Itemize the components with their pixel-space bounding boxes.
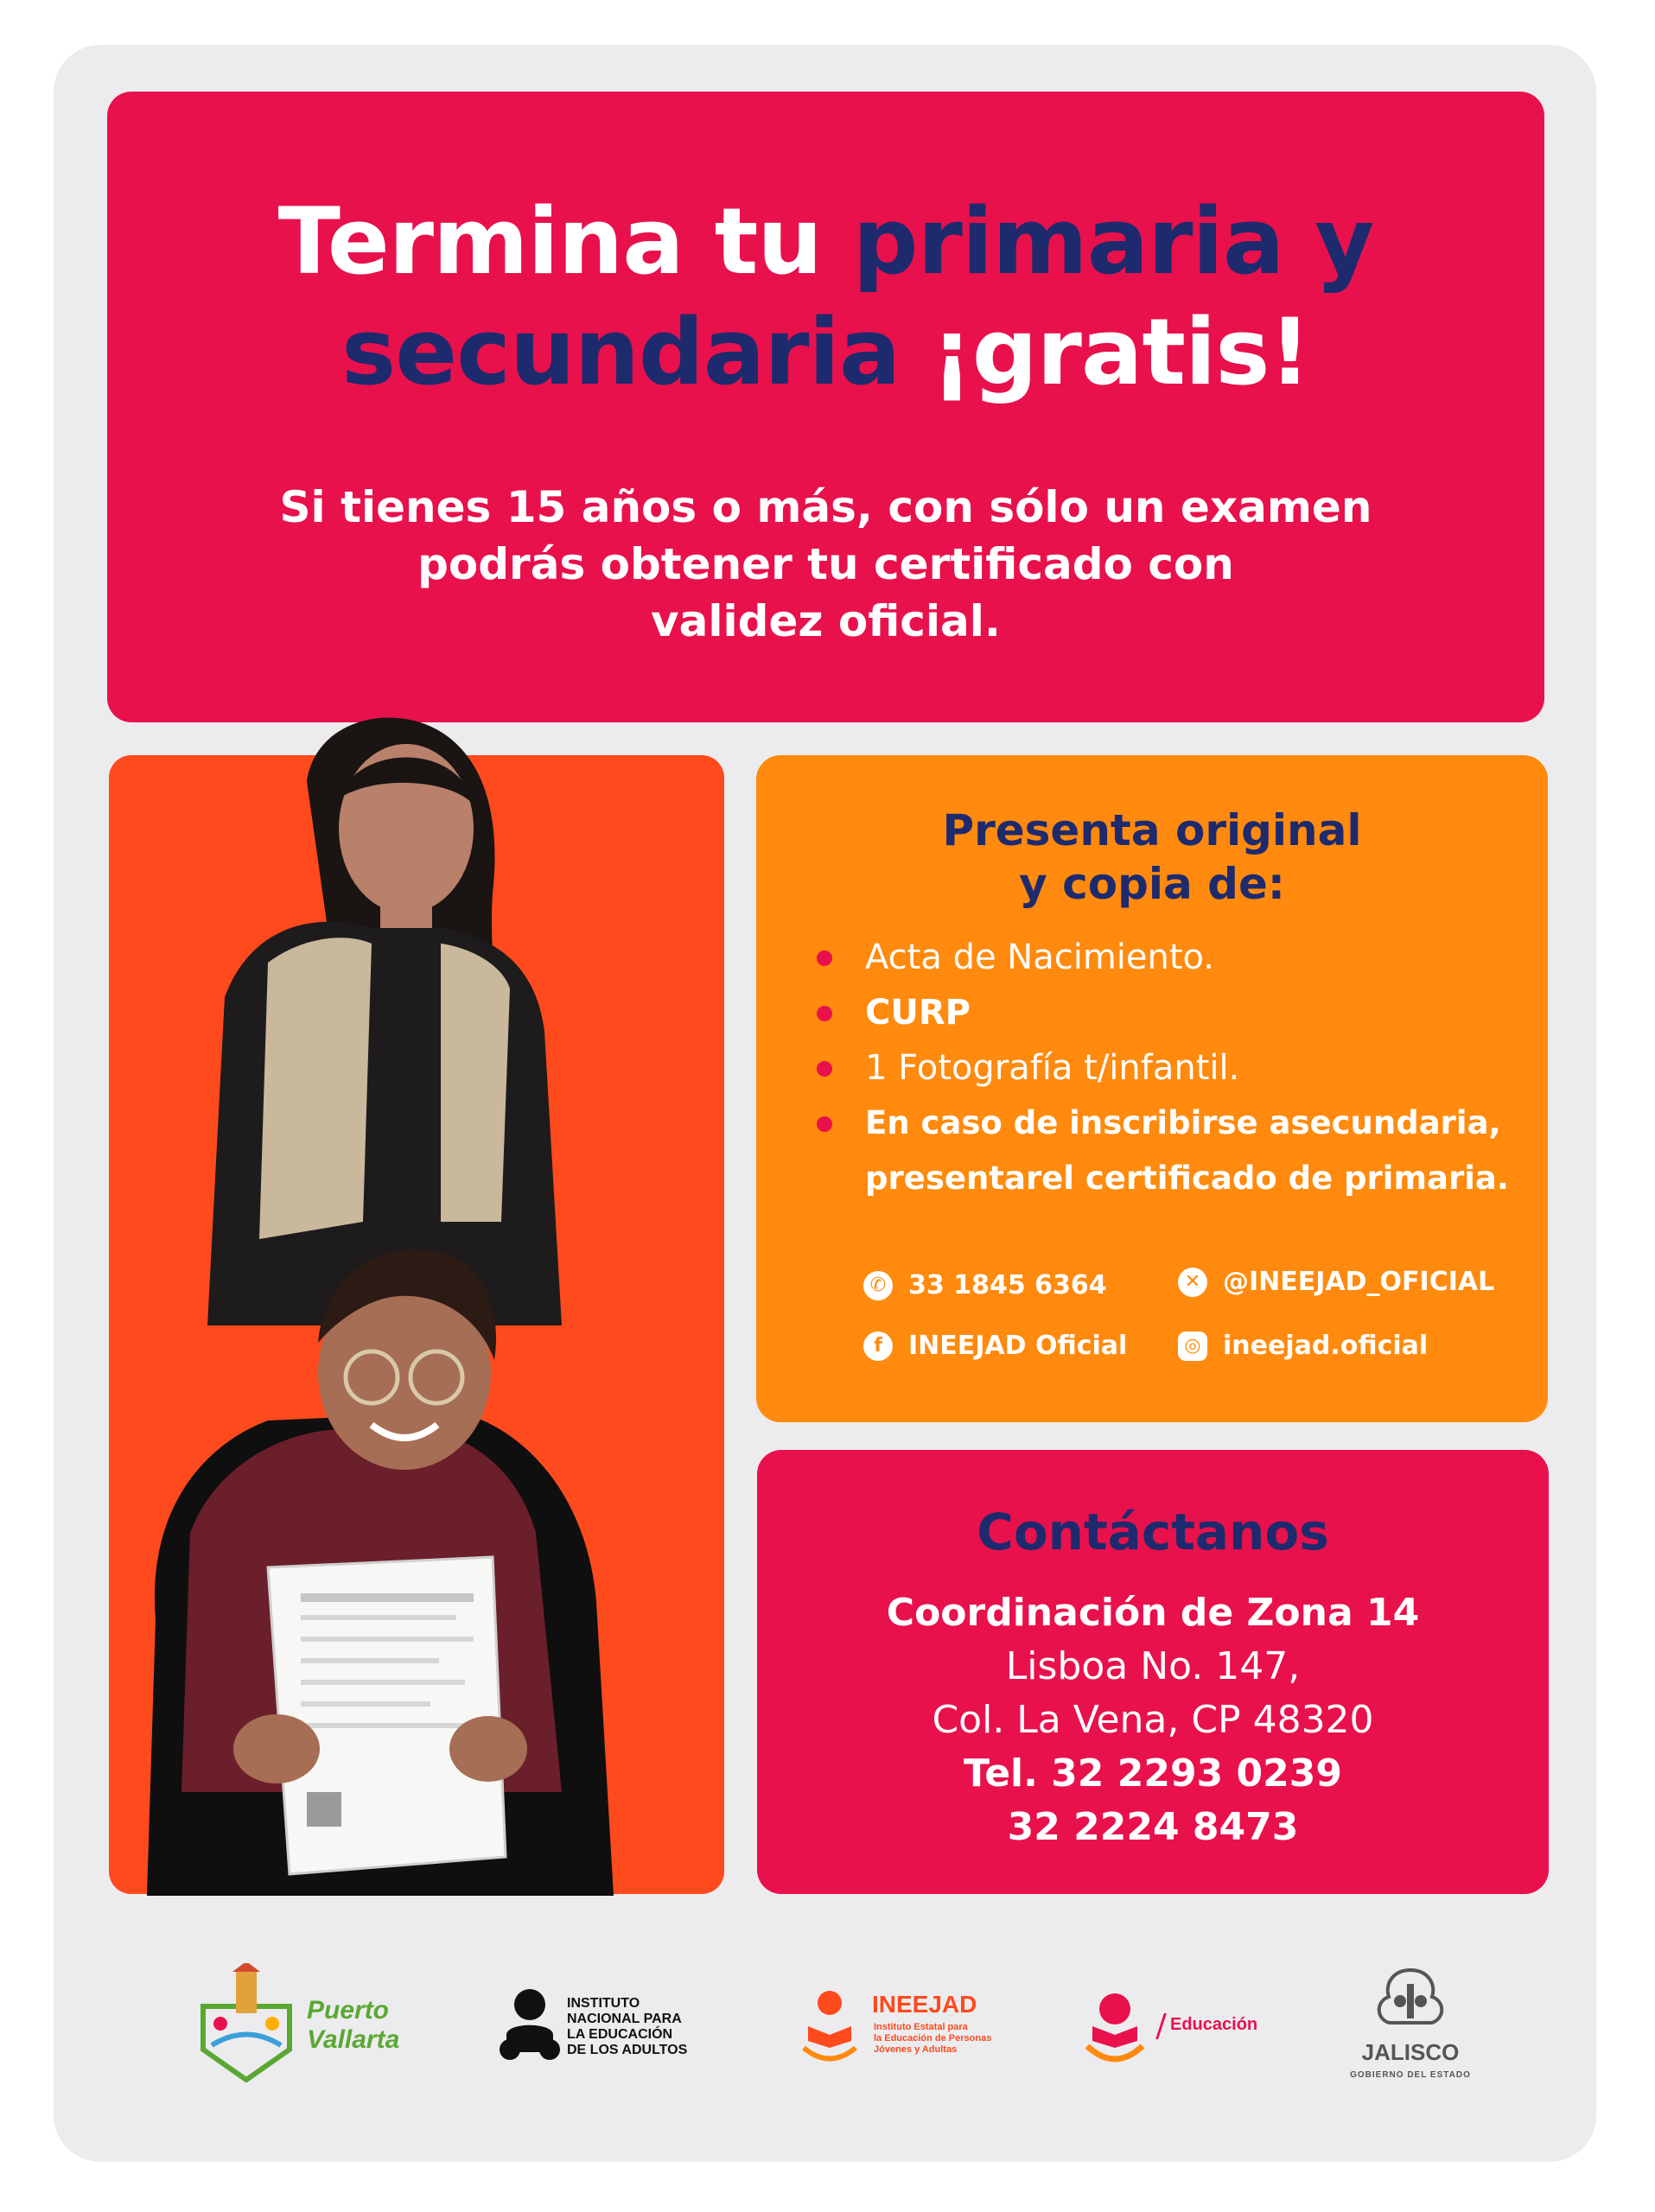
- requirement-text-continued: presentarel certificado de primaria.: [865, 1160, 1509, 1197]
- ineejad-sub-3: Jóvenes y Adultas: [874, 2044, 958, 2055]
- contact-office: Coordinación de Zona 14: [886, 1591, 1420, 1635]
- educacion-divider: [1155, 2013, 1167, 2039]
- requirement-text: CURP: [865, 993, 971, 1033]
- logo-inea: [500, 1987, 724, 2074]
- contact-address-1: Lisboa No. 147,: [1005, 1644, 1301, 1688]
- headline-part-2: primaria y: [852, 188, 1374, 295]
- ineejad-icon: [799, 1987, 860, 2065]
- headline-part-3: secundaria: [341, 299, 901, 405]
- logo-puerto-vallarta: [194, 1963, 419, 2084]
- requirement-item: [817, 1096, 1525, 1206]
- requirement-item: [817, 985, 1525, 1040]
- jalisco-text: JALISCO: [1361, 2039, 1460, 2065]
- inea-line-1: INSTITUTO: [567, 1996, 640, 2011]
- inea-line-3: LA EDUCACIÓN: [567, 2027, 673, 2042]
- social-facebook[interactable]: [863, 1331, 1127, 1361]
- social-x[interactable]: [1178, 1267, 1494, 1297]
- header-banner: [107, 92, 1544, 722]
- subtitle-line-3: validez oficial.: [651, 596, 1001, 646]
- logo-ineejad: [799, 1987, 1007, 2074]
- ineejad-sub-2: la Educación de Personas: [874, 2033, 992, 2044]
- bullet-dot: [817, 950, 832, 966]
- logo-jalisco: [1341, 1967, 1480, 2088]
- inea-line-2: NACIONAL PARA: [567, 2012, 682, 2026]
- subtitle-line-2: podrás obtener tu certificado con: [417, 539, 1234, 589]
- contact-card: [757, 1450, 1549, 1894]
- ineejad-sub-1: Instituto Estatal para: [874, 2022, 968, 2032]
- requirements-list: [817, 930, 1525, 1206]
- requirement-item: [817, 1040, 1525, 1096]
- requirement-item: [817, 930, 1525, 985]
- requirements-title: [756, 804, 1548, 911]
- jalisco-sub-text: GOBIERNO DEL ESTADO: [1350, 2070, 1471, 2080]
- facebook-text: INEEJAD Oficial: [908, 1331, 1128, 1361]
- social-phone[interactable]: [863, 1270, 1107, 1300]
- inea-person-icon: [500, 1987, 560, 2074]
- educacion-icon: [1080, 1987, 1149, 2065]
- headline-part-1: Termina tu: [277, 188, 853, 295]
- phone-text: 33 1845 6364: [908, 1270, 1107, 1300]
- requirement-text: En caso de inscribirse asecundaria,: [865, 1104, 1501, 1141]
- subtitle-line-1: Si tienes 15 años o más, con sólo un examen: [279, 482, 1372, 532]
- contact-tel[interactable]: Tel. 32 2293 0239: [964, 1751, 1342, 1796]
- contact-address-2: Col. La Vena, CP 48320: [932, 1698, 1374, 1742]
- ineejad-name: INEEJAD: [872, 1991, 977, 2018]
- social-instagram[interactable]: [1178, 1331, 1428, 1361]
- headline-part-4: ¡gratis!: [900, 299, 1310, 405]
- puerto-vallarta-emblem-icon: [194, 1963, 298, 2084]
- requirements-title-line-1: Presenta original: [942, 805, 1362, 855]
- headline: [107, 187, 1544, 408]
- inea-line-4: DE LOS ADULTOS: [567, 2043, 688, 2057]
- whatsapp-icon: ✆: [863, 1271, 893, 1300]
- x-handle-text: @INEEJAD_OFICIAL: [1223, 1267, 1495, 1297]
- educacion-text: Educación: [1170, 2015, 1258, 2034]
- facebook-icon: f: [863, 1332, 893, 1361]
- instagram-text: ineejad.oficial: [1223, 1331, 1429, 1361]
- contact-tel-2[interactable]: 32 2224 8473: [1007, 1805, 1299, 1849]
- subtitle: [107, 479, 1544, 650]
- photo-card: [109, 755, 724, 1894]
- bullet-dot: [817, 1116, 832, 1132]
- requirements-title-line-2: y copia de:: [1019, 859, 1285, 909]
- jalisco-shield-icon: [1367, 1967, 1454, 2036]
- people-photo: [95, 669, 717, 1896]
- contact-title: Contáctanos: [977, 1503, 1329, 1561]
- bullet-dot: [817, 1061, 832, 1077]
- requirement-text: Acta de Nacimiento.: [865, 938, 1215, 977]
- puerto-vallarta-line-1: Puerto: [307, 1996, 390, 2024]
- requirement-text: 1 Fotografía t/infantil.: [865, 1048, 1240, 1088]
- logo-educacion: [1080, 1987, 1270, 2074]
- x-icon: ✕: [1178, 1268, 1207, 1297]
- instagram-icon: ◎: [1178, 1332, 1207, 1361]
- requirements-card: [756, 755, 1548, 1422]
- puerto-vallarta-line-2: Vallarta: [307, 2025, 400, 2054]
- bullet-dot: [817, 1006, 832, 1021]
- contact-details: [757, 1586, 1549, 1854]
